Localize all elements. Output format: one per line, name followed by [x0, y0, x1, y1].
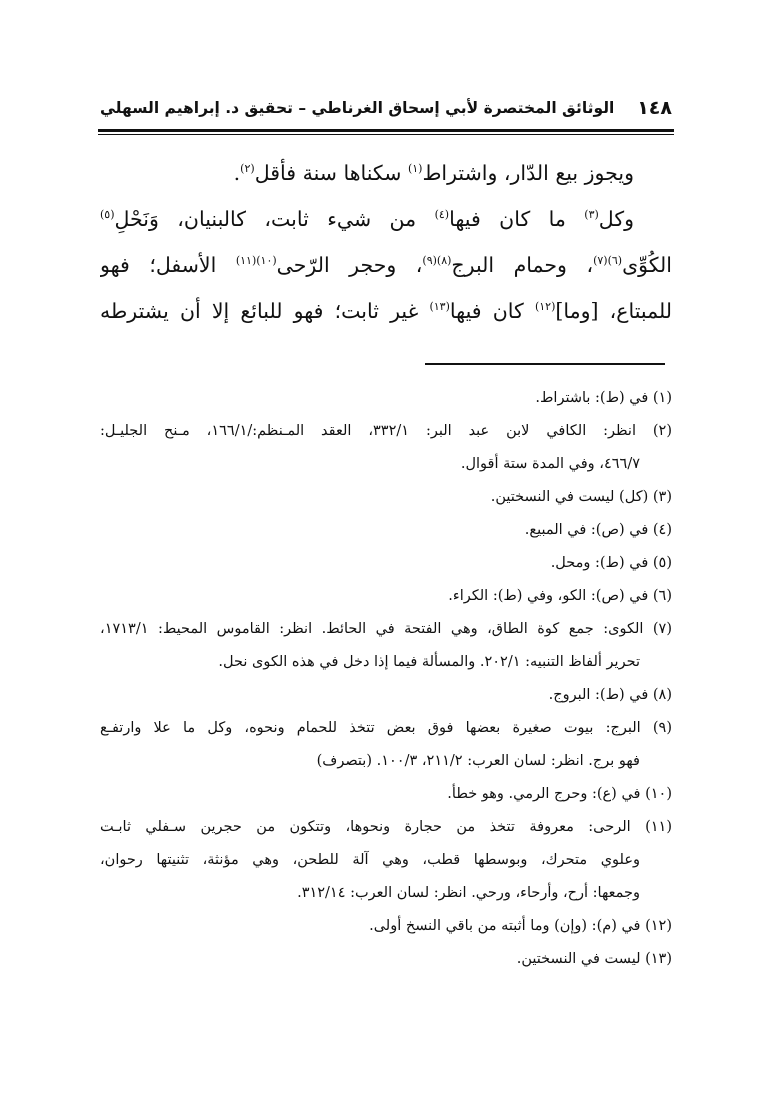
footnote-line: (٩) البرج: بيوت صغيرة بعضها فوق بعض تتخذ للحمام ونحوه، وكل ما علا وارتفـع [100, 720, 672, 736]
footnote-11 [100, 811, 672, 910]
footnote-8 [100, 679, 672, 712]
text-run: ، وحجر الرّحى [276, 253, 423, 277]
footnote-line: وعلوي متحرك، وبوسطها قطب، وهي آلة للطحن، وهي مؤنثة، تثنيتها رحوان، [100, 852, 640, 868]
footnote-line: فهو برج. انظر: لسان العرب: ٢١١/٢، ١٠٠/٣. (بتصرف) [316, 753, 640, 769]
footnote-line: (١٢) في (م): (وإن) وما أثبته من باقي النسخ أولى. [369, 918, 672, 934]
footnote-ref: (١٣) [429, 300, 450, 314]
text-run: ، وحمام البرج [451, 253, 594, 277]
main-line-1 [100, 150, 672, 196]
footnote-line: (٣) (كل) ليست في النسختين. [490, 489, 672, 505]
footnote-separator [425, 363, 665, 365]
footnote-line: (٦) في (ص): الكو، وفي (ط): الكراء. [448, 588, 672, 604]
running-title: الوثائق المختصرة لأبي إسحاق الغرناطي – تحقيق د. إبراهيم السهلي [100, 99, 615, 117]
footnote-7 [100, 613, 672, 679]
footnote-5 [100, 547, 672, 580]
text-run: غير ثابت؛ فهو للبائع إلا أن يشترطه [100, 299, 430, 323]
footnote-9 [100, 712, 672, 778]
page-header [100, 92, 672, 124]
footnote-3 [100, 481, 672, 514]
footnote-line: (٥) في (ط): ومحل. [550, 555, 672, 571]
footnote-ref: (١) [407, 162, 423, 176]
footnote-ref: (٢) [240, 162, 255, 176]
page-number: ١٤٨ [637, 97, 672, 119]
footnote-ref: (٥) [100, 208, 115, 222]
footnote-13 [100, 943, 672, 976]
footnote-ref: (١٠)(١١) [235, 254, 277, 268]
header-rule-thin [98, 134, 674, 135]
main-line-3 [100, 242, 672, 288]
footnote-12 [100, 910, 672, 943]
header-rule-thick [98, 129, 674, 132]
text-run: ويجوز بيع الدّار، واشتراط [422, 161, 634, 185]
footnote-line: (١٠) في (ع): وحرج الرمي. وهو خطأ. [447, 786, 672, 802]
footnote-10 [100, 778, 672, 811]
footnote-line: (١) في (ط): باشتراط. [535, 390, 672, 406]
footnote-1 [100, 382, 672, 415]
text-run: الكُوِّى [622, 253, 672, 277]
footnotes [100, 382, 672, 976]
footnote-2 [100, 415, 672, 481]
footnote-ref: (١٢) [534, 300, 556, 314]
main-line-4 [100, 288, 672, 334]
text-run: وكل [598, 207, 634, 231]
footnote-ref: (٨)(٩) [422, 254, 452, 268]
footnote-line: (١٣) ليست في النسختين. [516, 951, 672, 967]
footnote-line: (١١) الرحى: معروفة تتخذ من حجارة ونحوها، وتتكون من حجرين سـفلي ثابـت [100, 819, 672, 835]
main-text [100, 150, 672, 334]
footnote-line: وجمعها: أرح، وأرحاء، ورحي. انظر: لسان العرب: ٣١٢/١٤. [297, 885, 640, 901]
footnote-6 [100, 580, 672, 613]
text-run: كان فيها [449, 299, 535, 323]
footnote-ref: (٤) [434, 208, 450, 222]
footnote-line: تحرير ألفاظ التنبيه: ٢٠٢/١. والمسألة فيما إذا دخل في هذه الكوى نحل. [218, 654, 640, 670]
text-run: . [233, 161, 241, 185]
footnote-ref: (٣) [584, 208, 599, 222]
footnote-line: (٧) الكوى: جمع كوة الطاق، وهي الفتحة في الحائط. انظر: القاموس المحيط: ١٧١٣/١، [100, 621, 672, 637]
text-run: من شيء ثابت، كالبنيان، وَنَحْلِ [114, 207, 435, 231]
footnote-4 [100, 514, 672, 547]
footnote-line: (٨) في (ط): البروج. [548, 687, 672, 703]
footnote-line: ٤٦٦/٧، وفي المدة ستة أقوال. [460, 456, 640, 472]
footnote-line: (٢) انظر: الكافي لابن عبد البر: ٣٣٢/١، العقد المـنظم:/١٦٦/١، مـنح الجليـل: [100, 423, 672, 439]
footnote-line: (٤) في (ص): في المبيع. [524, 522, 672, 538]
text-run: سكناها سنة فأقل [254, 161, 408, 185]
footnote-ref: (٦)(٧) [593, 254, 623, 268]
text-run: ما كان فيها [449, 207, 585, 231]
text-run: الأسفل؛ فهو [100, 253, 236, 277]
text-run: للمبتاع، [وما] [555, 299, 672, 323]
main-line-2 [100, 196, 672, 242]
